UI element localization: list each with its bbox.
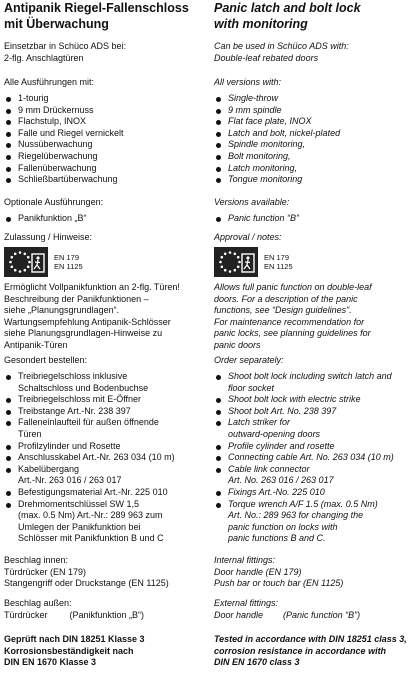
list-item — [214, 499, 394, 545]
order-heading: Order separately: — [214, 355, 284, 365]
optional-heading: Optionale Ausführungen: — [4, 197, 104, 207]
list-item-line: Torque wrench A/F 1.5 (max. 0.5 Nm) — [228, 498, 378, 509]
title — [214, 0, 361, 32]
list-item-line: Kabelübergang — [18, 463, 80, 474]
tested-line: Tested in accordance with DIN 18251 class 3, — [214, 634, 407, 644]
list-item: Panikfunktion „B“ — [4, 213, 87, 225]
list-item-line: Art.-Nr. 263 016 / 263 017 — [18, 475, 122, 486]
cert-standards — [264, 253, 293, 271]
list-item: Latch monitoring, — [214, 163, 340, 175]
list-item-line: Art. No. 263 016 / 263 017 — [228, 475, 334, 486]
approval-heading: Approval / notes: — [214, 232, 282, 242]
intro-line: Can be used in Schüco ADS with: — [214, 41, 349, 51]
inside-line: Push bar or touch bar (EN 1125) — [214, 578, 344, 589]
list-item — [214, 487, 394, 499]
outside-line — [214, 610, 360, 622]
list-item-line: Drehmomentschlüssel SW 1,5 — [18, 498, 140, 509]
emergency-exit-logo-icon — [214, 247, 258, 277]
title-line: Panic latch and bolt lock — [214, 1, 361, 15]
list-item — [4, 371, 175, 394]
inside-heading: Internal fittings: — [214, 555, 276, 565]
list-item — [4, 487, 175, 499]
list-item-line: floor socket — [228, 382, 275, 393]
list-item: Nussüberwachung — [4, 139, 124, 151]
list-item-line: Treibriegelschloss mit E-Öffner — [18, 394, 142, 405]
list-item — [4, 417, 175, 440]
outside-note: (Panic function “B”) — [283, 609, 361, 620]
list-item — [4, 406, 175, 418]
list-item: Latch and bolt, nickel-plated — [214, 128, 340, 140]
intro-line: Double-leaf rebated doors — [214, 52, 319, 63]
list-item — [214, 452, 394, 464]
list-item-line: Connecting cable Art. No. 263 034 (10 m) — [228, 452, 394, 463]
list-item-line: Fixings Art.-No. 225 010 — [228, 486, 325, 497]
versions-heading: All versions with: — [214, 77, 282, 87]
list-item: Flat face plate, INOX — [214, 116, 340, 128]
list-item-line: Latch striker for — [228, 417, 291, 428]
inside-line: Stangengriff oder Druckstange (EN 1125) — [4, 578, 169, 589]
notes-line: Wartungsempfehlung Antipanik-Schlösser — [4, 316, 171, 327]
inside-fittings — [4, 555, 169, 590]
list-item-line: Umlegen der Panikfunktion bei — [18, 521, 141, 532]
list-item-line: outward-opening doors — [228, 428, 321, 439]
list-item — [4, 394, 175, 406]
tested-line: corrosion resistance in accordance with — [214, 645, 387, 656]
list-item: Panic function “B” — [214, 213, 299, 225]
cert-standard: EN 1125 — [264, 262, 293, 271]
notes-text — [4, 282, 180, 352]
tested-statement — [4, 634, 145, 669]
certification-mark — [214, 247, 293, 277]
list-item — [4, 499, 175, 545]
outside-item: Türdrücker — [4, 609, 48, 620]
list-item-line: Treibstange Art.-Nr. 238 397 — [18, 405, 131, 416]
list-item: 9 mm Drückernuss — [4, 105, 124, 117]
list-item-line: Schaltschloss und Bodenbuchse — [18, 382, 149, 393]
list-item — [4, 464, 175, 487]
list-item-line: Anschlusskabel Art.-Nr. 263 034 (10 m) — [18, 452, 175, 463]
list-item — [4, 452, 175, 464]
notes-line: siehe „Planungsgrundlagen“. — [4, 305, 120, 316]
list-item — [214, 441, 394, 453]
outside-heading: External fittings: — [214, 598, 279, 608]
list-item-line: Art. No.: 289 963 for changing the — [228, 510, 364, 521]
list-item — [214, 464, 394, 487]
title — [4, 0, 189, 32]
certification-mark — [4, 247, 83, 277]
tested-statement — [214, 634, 407, 669]
notes-line: Allows full panic function on double-leaf — [214, 282, 372, 292]
title-line: mit Überwachung — [4, 17, 109, 31]
notes-line: Beschreibung der Panikfunktionen – — [4, 293, 149, 304]
outside-fittings — [214, 598, 360, 621]
list-item-line: Treibriegelschloss inklusive — [18, 371, 128, 381]
notes-line: doors. For a description of the panic — [214, 293, 358, 304]
inside-heading: Beschlag innen: — [4, 555, 69, 565]
notes-line: functions, see “Design guidelines”. — [214, 305, 352, 316]
list-item: 1-tourig — [4, 93, 124, 105]
optional-list — [214, 213, 299, 225]
order-heading: Gesondert bestellen: — [4, 355, 88, 365]
list-item: Tongue monitoring — [214, 174, 340, 186]
notes-line: panic locks, see planning guidelines for — [214, 328, 371, 339]
cert-standard: EN 1125 — [54, 262, 83, 271]
list-item — [214, 394, 394, 406]
title-line: with monitoring — [214, 17, 308, 31]
list-item-line: Shoot bolt lock including switch latch and — [228, 371, 392, 381]
list-item-line: panic function on locks with — [228, 521, 338, 532]
intro-text — [214, 41, 349, 64]
list-item — [214, 417, 394, 440]
emergency-exit-logo-icon — [4, 247, 48, 277]
list-item-line: Profilzylinder und Rosette — [18, 440, 121, 451]
tested-line: Geprüft nach DIN 18251 Klasse 3 — [4, 634, 145, 644]
list-item-line: panic functions B and C. — [228, 533, 326, 544]
intro-line: 2-flg. Anschlagtüren — [4, 52, 84, 63]
outside-item: Door handle — [214, 609, 264, 620]
inside-line: Door handle (EN 179) — [214, 566, 302, 577]
order-list — [214, 371, 394, 545]
intro-line: Einsetzbar in Schüco ADS bei: — [4, 41, 127, 51]
tested-line: DIN EN 1670 Klasse 3 — [4, 657, 97, 668]
approval-heading: Zulassung / Hinweise: — [4, 232, 93, 242]
versions-heading: Alle Ausführungen mit: — [4, 77, 95, 87]
notes-line: siehe Planungsgrundlagen-Hinweise zu — [4, 328, 163, 339]
list-item — [4, 441, 175, 453]
list-item: 9 mm spindle — [214, 105, 340, 117]
order-list — [4, 371, 175, 545]
list-item-line: (max. 0.5 Nm) Art.-Nr.: 289 963 zum — [18, 510, 163, 521]
intro-text — [4, 41, 126, 64]
notes-line: Antipanik-Türen — [4, 339, 68, 350]
list-item: Falle und Riegel vernickelt — [4, 128, 124, 140]
list-item: Flachstulp, INOX — [4, 116, 124, 128]
list-item-line: Schlösser mit Panikfunktion B und C — [18, 533, 164, 544]
title-line: Antipanik Riegel-Fallenschloss — [4, 1, 189, 15]
list-item: Bolt monitoring, — [214, 151, 340, 163]
notes-text — [214, 282, 372, 352]
outside-line — [4, 610, 202, 622]
tested-line: DIN EN 1670 class 3 — [214, 657, 300, 668]
versions-list — [4, 93, 124, 186]
list-item-line: Shoot bolt lock with electric strike — [228, 394, 361, 405]
outside-fittings — [4, 598, 202, 621]
cert-standard: EN 179 — [264, 253, 290, 262]
list-item-line: Shoot bolt Art. No. 238 397 — [228, 405, 337, 416]
outside-heading: Beschlag außen: — [4, 598, 72, 608]
list-item — [214, 406, 394, 418]
list-item-line: Türen — [18, 428, 42, 439]
list-item: Fallenüberwachung — [4, 163, 124, 175]
list-item-line: Falleneinlaufteil für außen öffnende — [18, 417, 159, 428]
list-item-line: Befestigungsmaterial Art.-Nr. 225 010 — [18, 486, 168, 497]
list-item: Spindle monitoring, — [214, 139, 340, 151]
list-item: Schließbartüberwachung — [4, 174, 124, 186]
versions-list — [214, 93, 340, 186]
notes-line: panic doors — [214, 339, 261, 350]
notes-line: For maintenance recommendation for — [214, 316, 365, 327]
list-item-line: Cable link connector — [228, 463, 310, 474]
notes-line: Ermöglicht Vollpanikfunktion an 2-flg. Türen! — [4, 282, 180, 292]
list-item-line: Profile cylinder and rosette — [228, 440, 335, 451]
optional-heading: Versions available: — [214, 197, 290, 207]
outside-note: (Panikfunktion „B“) — [69, 609, 145, 620]
tested-line: Korrosionsbeständigkeit nach — [4, 645, 134, 656]
cert-standard: EN 179 — [54, 253, 80, 262]
optional-list — [4, 213, 87, 225]
cert-standards — [54, 253, 83, 271]
list-item — [214, 371, 394, 394]
inside-fittings — [214, 555, 343, 590]
list-item: Riegelüberwachung — [4, 151, 124, 163]
inside-line: Türdrücker (EN 179) — [4, 566, 87, 577]
list-item: Single-throw — [214, 93, 340, 105]
